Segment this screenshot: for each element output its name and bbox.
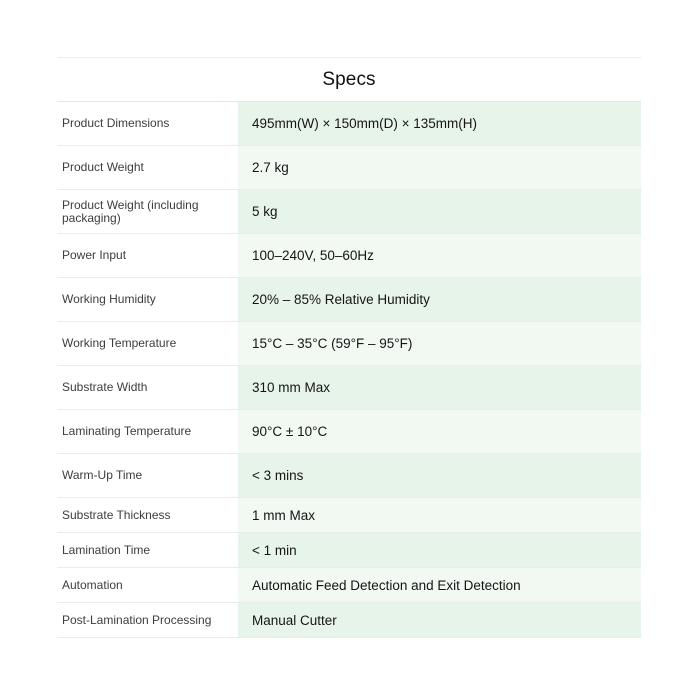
spec-row: [57, 190, 641, 234]
spec-value: 20% – 85% Relative Humidity: [238, 278, 641, 322]
spec-value: 15°C – 35°C (59°F – 95°F): [238, 322, 641, 366]
spec-row: [57, 278, 641, 322]
spec-label: Warm-Up Time: [57, 454, 238, 498]
spec-value: 5 kg: [238, 190, 641, 234]
spec-label: Product Weight: [57, 146, 238, 190]
spec-row: [57, 454, 641, 498]
spec-value: 310 mm Max: [238, 366, 641, 410]
spec-row: [57, 146, 641, 190]
spec-value: 495mm(W) × 150mm(D) × 135mm(H): [238, 102, 641, 146]
spec-label: Substrate Thickness: [57, 498, 238, 533]
spec-label: Automation: [57, 568, 238, 603]
spec-row: [57, 322, 641, 366]
spec-value: 1 mm Max: [238, 498, 641, 533]
spec-row: [57, 568, 641, 603]
spec-label: Working Temperature: [57, 322, 238, 366]
spec-row: [57, 603, 641, 638]
spec-label: Power Input: [57, 234, 238, 278]
spec-value: Manual Cutter: [238, 603, 641, 638]
specs-section: [57, 57, 641, 638]
spec-value: 90°C ± 10°C: [238, 410, 641, 454]
spec-label: Working Humidity: [57, 278, 238, 322]
spec-row: [57, 498, 641, 533]
spec-label: Post-Lamination Processing: [57, 603, 238, 638]
spec-row: [57, 234, 641, 278]
spec-row: [57, 410, 641, 454]
spec-row: [57, 102, 641, 146]
spec-value: < 1 min: [238, 533, 641, 568]
spec-label: Lamination Time: [57, 533, 238, 568]
spec-label: Product Weight (including packaging): [57, 190, 238, 234]
spec-value: < 3 mins: [238, 454, 641, 498]
spec-value: Automatic Feed Detection and Exit Detection: [238, 568, 641, 603]
spec-label: Laminating Temperature: [57, 410, 238, 454]
spec-value: 2.7 kg: [238, 146, 641, 190]
spec-label: Substrate Width: [57, 366, 238, 410]
specs-table: [57, 101, 641, 638]
spec-row: [57, 533, 641, 568]
specs-title: Specs: [322, 69, 376, 90]
spec-label: Product Dimensions: [57, 102, 238, 146]
spec-value: 100–240V, 50–60Hz: [238, 234, 641, 278]
spec-row: [57, 366, 641, 410]
